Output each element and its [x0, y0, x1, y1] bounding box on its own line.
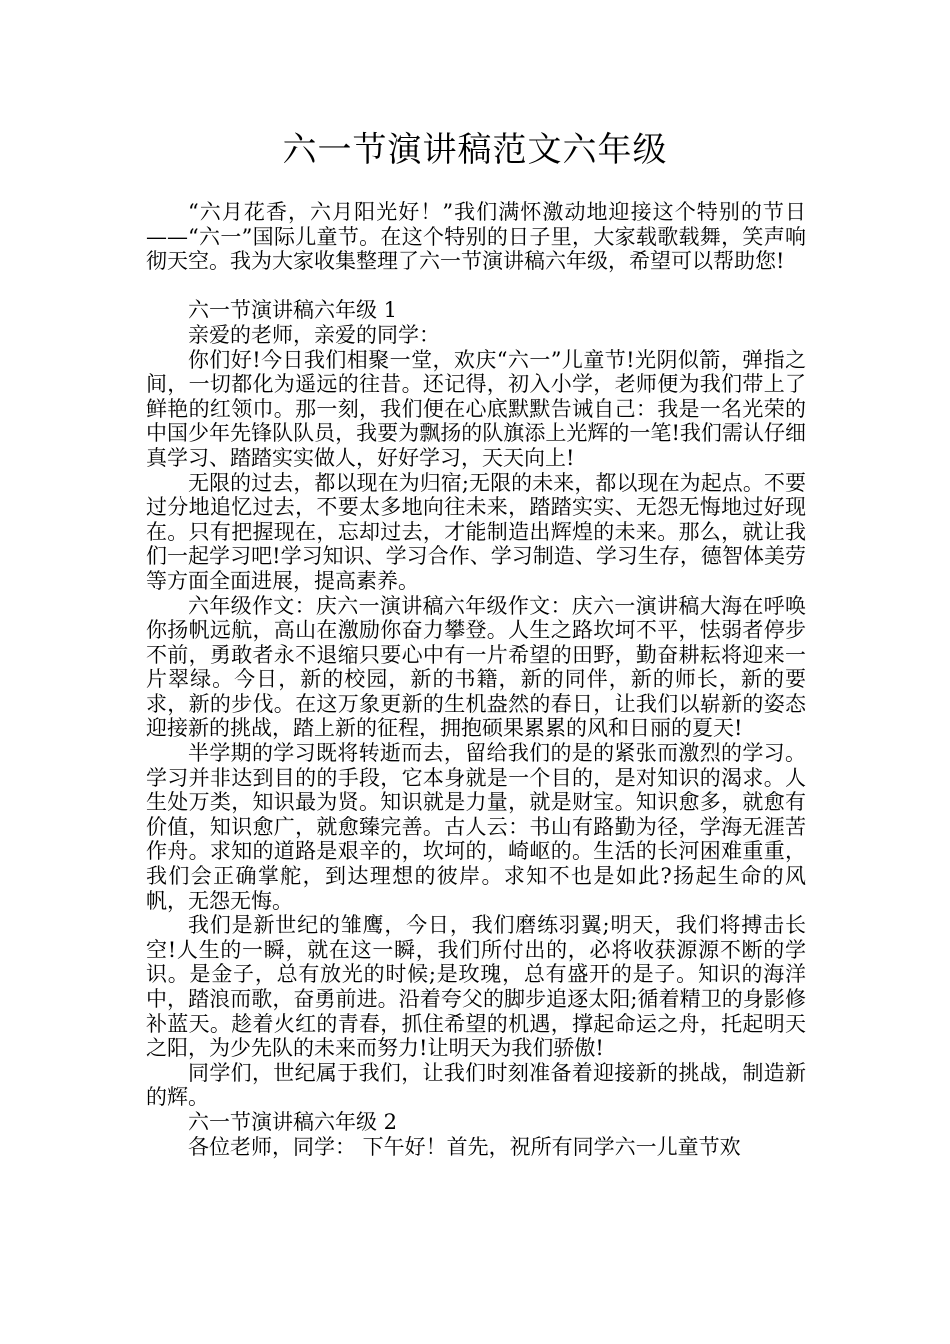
section-heading-2: 六一节演讲稿六年级 2	[188, 1109, 398, 1134]
body-paragraph: 六年级作文：庆六一演讲稿六年级作文：庆六一演讲稿大海在呼唤你扬帆远航，高山在激励你奋力攀登。人生之路坎坷不平，怯弱者停步不前，勇敢者永不退缩只要心中有一片希望的田野，勤奋耕耘将迎来一片翠绿。今日，新的校园，新的书籍，新的同伴，新的师长，新的要求，新的步伐。在这万象更新的生机盎然的春日，让我们以崭新的姿态迎接新的挑战，踏上新的征程，拥抱硕果累累的风和日丽的夏天!	[146, 593, 806, 741]
salutation-2: 各位老师，同学： 下午好！首先，祝所有同学六一儿童节欢	[188, 1134, 741, 1159]
intro-paragraph: “六月花香，六月阳光好！”我们满怀激动地迎接这个特别的节日——“六一”国际儿童节。在这个特别的日子里，大家载歌载舞，笑声响彻天空。我为大家收集整理了六一节演讲稿六年级，希望可以帮助您!	[146, 200, 806, 274]
body-paragraph: 半学期的学习既将转逝而去，留给我们的是的紧张而激烈的学习。学习并非达到目的的手段，它本身就是一个目的，是对知识的渴求。人生处万类，知识最为贤。知识就是力量，就是财宝。知识愈多，就愈有价值，知识愈广，就愈臻完善。古人云：书山有路勤为径，学海无涯苦作舟。求知的道路是艰辛的，坎坷的，崎岖的。生活的长河困难重重，我们会正确掌舵，到达理想的彼岸。求知不也是如此?扬起生命的风帆，无怨无悔。	[146, 741, 806, 913]
body-paragraph: 我们是新世纪的雏鹰，今日，我们磨练羽翼;明天，我们将搏击长空!人生的一瞬，就在这一瞬，我们所付出的，必将收获源源不断的学识。是金子，总有放光的时候;是玫瑰，总有盛开的是子。知识的海洋中，踏浪而歌，奋勇前进。沿着夸父的脚步追逐太阳;循着精卫的身影修补蓝天。趁着火红的青春，抓住希望的机遇，撑起命运之舟，托起明天之阳，为少先队的未来而努力!让明天为我们骄傲!	[146, 913, 806, 1061]
body-paragraph: 同学们，世纪属于我们，让我们时刻准备着迎接新的挑战，制造新的辉。	[146, 1060, 806, 1110]
document-body	[146, 200, 806, 1159]
salutation-1: 亲爱的老师，亲爱的同学：	[188, 322, 440, 347]
body-paragraph: 无限的过去，都以现在为归宿;无限的未来，都以现在为起点。不要过分地追忆过去，不要太多地向往未来，踏踏实实、无怨无悔地过好现在。只有把握现在，忘却过去，才能制造出辉煌的未来。那么，就让我们一起学习吧!学习知识、学习合作、学习制造、学习生存，德智体美劳等方面全面进展，提高素养。	[146, 470, 806, 593]
body-paragraph: 你们好!今日我们相聚一堂，欢庆“六一”儿童节!光阴似箭，弹指之间，一切都化为遥远的往昔。还记得，初入小学，老师便为我们带上了鲜艳的红领巾。那一刻，我们便在心底默默告诫自己：我是一名光荣的中国少年先锋队队员，我要为飘扬的队旗添上光辉的一笔!我们需认仔细真学习、踏踏实实做人，好好学习，天天向上!	[146, 347, 806, 470]
section-heading-1: 六一节演讲稿六年级 1	[188, 298, 398, 323]
document-title: 六一节演讲稿范文六年级	[282, 130, 668, 170]
